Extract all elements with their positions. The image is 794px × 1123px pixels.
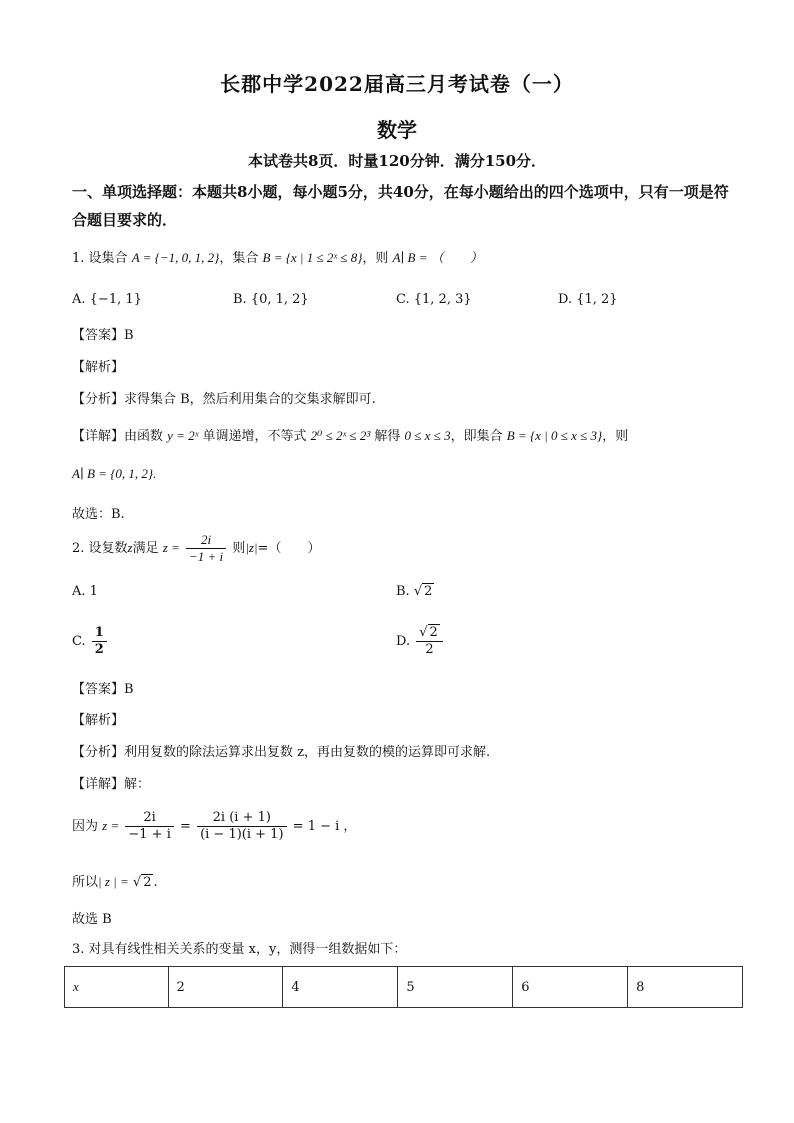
q2-stem: 2. 设复数z满足 z = $\frac{2i}{-1 + i}$ 则|z|=（ ） bbox=[72, 532, 321, 564]
q2-choose: 故选 B bbox=[72, 912, 112, 927]
table-cell: x bbox=[65, 967, 169, 1008]
sqrt-symbol: √ 2 bbox=[413, 584, 433, 599]
q2-answer: 【答案】B bbox=[72, 682, 134, 697]
q2-fraction: $\frac{2i}{-1 + i}$ bbox=[186, 532, 226, 565]
q1-answer: 【答案】B bbox=[72, 328, 134, 343]
table-cell: 5 bbox=[398, 967, 513, 1008]
q2-detail-label: 【详解】解： bbox=[72, 777, 151, 792]
section-heading: 一、单项选择题：本题共8小题，每小题5分，共40分，在每小题给出的四个选项中，只有一项是符合题目要求的． bbox=[72, 183, 729, 229]
sqrt-symbol: √ 2 bbox=[132, 875, 152, 890]
q1-fenxi: 【分析】求得集合 B，然后利用集合的交集求解即可. bbox=[72, 392, 376, 407]
table-cell: 6 bbox=[513, 967, 628, 1008]
table-row bbox=[65, 967, 743, 1008]
q1-detail: 【详解】由函数 y = 2ˣ 单调递增，不等式 2⁰ ≤ 2ˣ ≤ 2³ 解得 0 ≤ x ≤ 3，即集合 B = {x | 0 ≤ x ≤ 3}，则 bbox=[72, 428, 629, 444]
q2-option-c: C. $\frac{1}{2}$ bbox=[72, 624, 109, 660]
q2-option-a: A. 1 bbox=[72, 584, 98, 599]
exam-info: 本试卷共8页．时量120分钟．满分150分． bbox=[247, 152, 547, 170]
q1-option-d: D. {1, 2} bbox=[558, 292, 618, 307]
subject-title: 数学 bbox=[377, 118, 417, 142]
q2-option-b: B. √ 2 bbox=[396, 582, 434, 602]
exam-title: 长郡中学2022届高三月考试卷（一） bbox=[220, 72, 574, 96]
q2-detail-step: 因为 z = $\frac{2i}{-1 + i}$ = $\frac{2i (i + 1)}{(i - 1)(i + 1)}$ = 1 − i ， bbox=[72, 810, 357, 842]
q1-analysis-label: 【解析】 bbox=[72, 360, 125, 375]
q2-option-d: D. $\frac{√ 2}{2}$ bbox=[396, 624, 445, 660]
q1-option-a: A. {−1, 1} bbox=[72, 292, 142, 307]
table-cell: 2 bbox=[168, 967, 283, 1008]
q1-choose: 故选：B. bbox=[72, 507, 125, 522]
sqrt-symbol: √ 2 bbox=[419, 625, 438, 640]
q2-fenxi: 【分析】利用复数的除法运算求出复数 z，再由复数的模的运算即可求解. bbox=[72, 745, 491, 760]
q2-conclusion: 所以| z | = √ 2 . bbox=[72, 872, 158, 893]
q1-stem: 1. 设集合 A = {−1, 0, 1, 2}，集合 B = {x | 1 ≤ 2ˣ ≤ 8}，则 A∣ B = （ ） bbox=[72, 250, 483, 266]
table-cell: 4 bbox=[283, 967, 398, 1008]
q2-analysis-label: 【解析】 bbox=[72, 713, 125, 728]
q3-data-table bbox=[64, 966, 743, 1008]
table-cell: 8 bbox=[628, 967, 743, 1008]
q1-option-c: C. {1, 2, 3} bbox=[396, 292, 472, 307]
q3-stem: 3. 对具有线性相关关系的变量 x，y，测得一组数据如下： bbox=[72, 942, 407, 957]
q1-detail-result: A∣ B = {0, 1, 2}. bbox=[72, 466, 157, 481]
q1-option-b: B. {0, 1, 2} bbox=[233, 292, 309, 307]
